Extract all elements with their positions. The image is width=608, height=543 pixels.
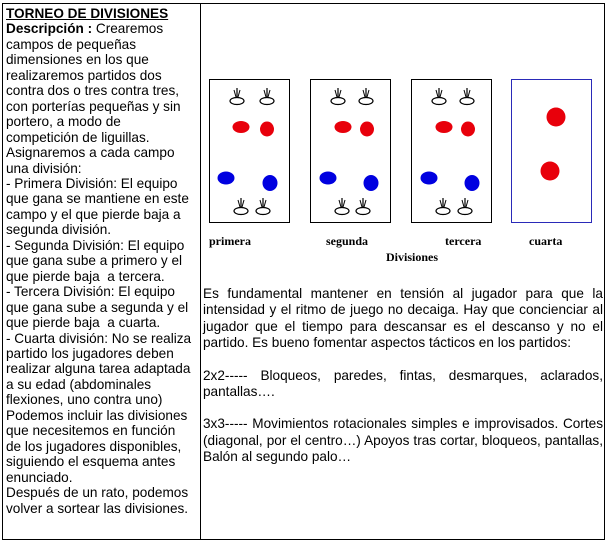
description-line: partido los jugadores deben [6,345,174,361]
blue-player [218,172,235,185]
description-line: Podemos incluir las divisiones [6,407,188,423]
description-line: dimensiones en los que [6,52,149,68]
blue-player [320,172,337,185]
red-player [233,121,250,133]
blue-player [465,175,480,191]
tactics-3x3: 3x3----- Movimientos rotacionales simples e improvisados. Cortes (diagonal, por el centro…) Apoyos tras cortar, bloqueos, pantallas, Balón al segundo palo… [203,416,603,465]
description-line: realizaremos partidos dos [6,67,162,83]
description-line: Después de un rato, podemos [6,485,189,501]
notes-column [203,286,603,466]
red-player [436,121,453,133]
description-line: - Segunda División: El equipo [6,237,185,253]
description-line: campo y el que pierde baja a [6,206,181,222]
description-line: que gana sube a primero y el [6,253,183,269]
description-line: que pierde baja a cuarta. [6,315,161,331]
red-player [547,108,566,127]
description-line: realizar alguna tarea adaptada [6,361,191,377]
blue-player [263,175,278,191]
description-line: siguiendo el esquema antes [6,454,176,470]
diagram-caption: Divisiones [386,250,439,264]
description-line: que pierde baja a tercera. [6,268,165,284]
description-line: de los jugadores disponibles, [6,438,182,454]
description-column [6,6,198,516]
description-line: a su edad (abdominales [6,376,152,392]
description-line: - Cuarta división: No se realiza [6,330,192,346]
tactics-2x2: 2x2----- Bloqueos, paredes, fintas, desmarques, aclarados, pantallas…. [203,367,603,400]
label-cuarta: cuarta [529,234,563,248]
description-line: segunda división. [6,222,112,238]
label-tercera: tercera [445,234,482,248]
intro-paragraph: Es fundamental mantener en tensión al jugador para que la intensidad y el ritmo de juego no decaiga. Hay que concienciar al jugador que el tiempo para descansar es el descanso y no el partido. Es bueno fomentar aspectos tácticos en los partidos: [203,286,603,351]
red-player [461,122,475,137]
field-primera [210,80,290,223]
description-line: - Tercera División: El equipo [6,284,175,300]
label-primera: primera [209,234,251,248]
description-line: enunciado. [6,469,73,485]
field-tercera [412,80,492,223]
description-first-line [6,21,198,36]
description-line: portero, a modo de [6,114,121,130]
description-line: que gana sube a segunda y el [6,299,189,315]
red-player [260,122,274,137]
divisions-diagram [203,72,603,266]
red-player [335,121,352,133]
description-line: contra dos o tres contra tres, [6,83,180,99]
description-line: competición de liguillas. [6,129,150,145]
description-line: Asignaremos a cada campo [6,145,175,161]
description-label: Descripción : [6,21,93,37]
description-line: con porterías pequeñas y sin [6,98,181,114]
description-line: flexiones, uno contra uno) [6,392,163,408]
label-segunda: segunda [326,234,369,248]
blue-player [421,172,438,185]
description-line: volver a sortear las divisiones. [6,500,189,516]
field-segunda [311,80,391,223]
description-line: que necesitemos en función [6,423,176,439]
description-line: campos de pequeñas [6,36,136,52]
description-line: Crearemos [95,21,164,37]
description-line: que gana se mantiene en este [6,191,189,207]
blue-player [364,175,379,191]
description-line: una división: [6,160,82,176]
description-line: - Primera División: El equipo [6,175,178,191]
field-cuarta [512,80,592,223]
section-title: TORNEO DE DIVISIONES [6,6,169,21]
red-player [541,162,560,181]
red-player [360,122,374,137]
column-divider [200,3,201,540]
